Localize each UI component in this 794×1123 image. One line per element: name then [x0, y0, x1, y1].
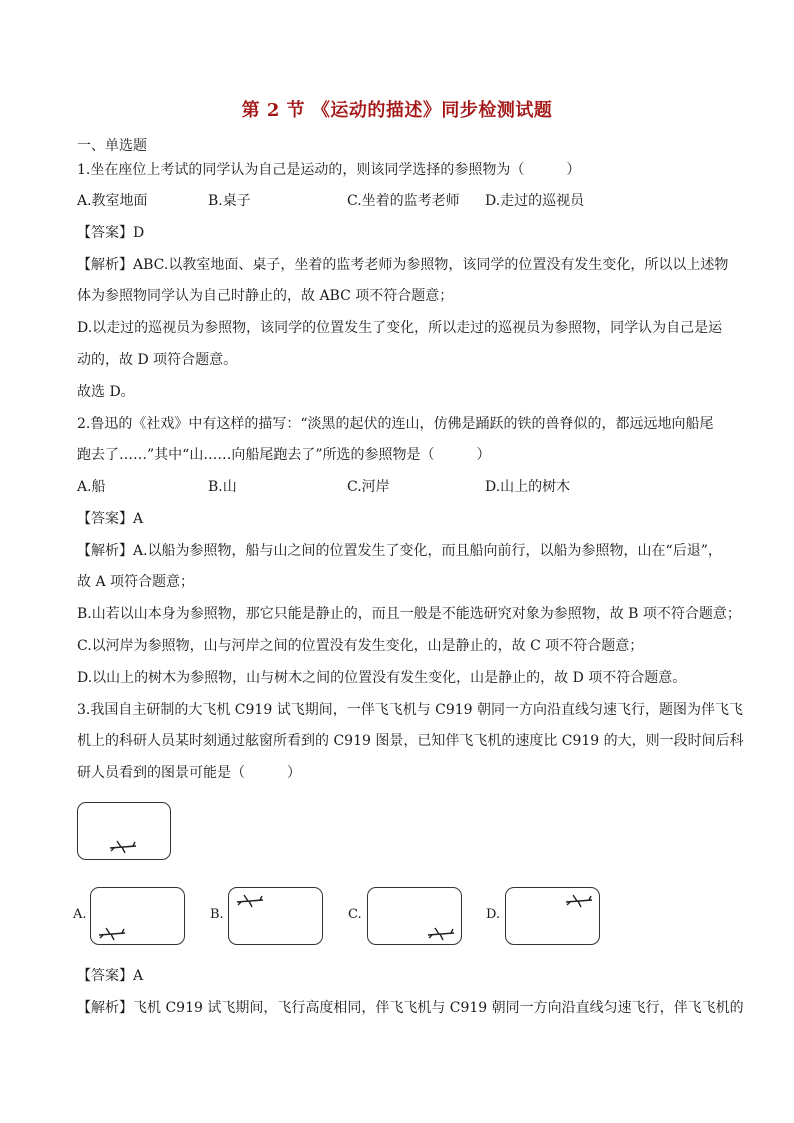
airplane-icon [426, 926, 456, 942]
q3-option-d-figure [505, 887, 600, 945]
porthole-reference-figure [77, 802, 171, 860]
q1-analysis-line: 动的，故 D 项符合题意。 [77, 352, 238, 368]
q1-option-a: A.教室地面 [77, 193, 148, 209]
airplane-icon [564, 893, 594, 909]
q2-option-d: D.山上的树木 [485, 479, 571, 495]
airplane-icon [235, 893, 265, 909]
q3-option-d-label: D. [486, 907, 501, 922]
q2-option-b: B.山 [208, 479, 237, 495]
q2-answer: 【答案】A [77, 511, 144, 527]
q2-option-a: A.船 [77, 479, 106, 495]
q3-option-a-figure [90, 887, 185, 945]
q3-option-b-figure [228, 887, 323, 945]
q2-analysis-line: B.山若以山本身为参照物，那它只能是静止的，而且一般是不能选研究对象为参照物，故 B 项不符合题意； [77, 606, 741, 622]
q3-option-c-label: C. [348, 907, 362, 922]
q3-stem-line: 3.我国自主研制的大飞机 C919 试飞期间，一伴飞飞机与 C919 朝同一方向沿直线匀速飞行，题图为伴飞飞 [77, 702, 744, 718]
q1-option-c: C.坐着的监考老师 [347, 193, 460, 209]
q2-analysis-line: 故 A 项符合题意； [77, 574, 195, 590]
q3-stem-line: 机上的科研人员某时刻通过舷窗所看到的 C919 图景，已知伴飞飞机的速度比 C919 的大，则一段时间后科 [77, 733, 744, 749]
q1-option-d: D.走过的巡视员 [485, 193, 585, 209]
q3-stem-line: 研人员看到的图景可能是（ ） [77, 765, 301, 781]
q1-stem: 1.坐在座位上考试的同学认为自己是运动的，则该同学选择的参照物为（ ） [77, 162, 581, 178]
q1-answer: 【答案】D [77, 225, 145, 241]
page-title: 第 2 节 《运动的描述》同步检测试题 [241, 100, 553, 121]
airplane-icon [97, 926, 127, 942]
q2-option-c: C.河岸 [347, 479, 390, 495]
q1-analysis-line: D.以走过的巡视员为参照物，该同学的位置发生了变化，所以走过的巡视员为参照物，同学认为自己是运 [77, 320, 723, 336]
airplane-icon [108, 839, 138, 855]
q1-analysis-line: 【解析】ABC.以教室地面、桌子，坐着的监考老师为参照物，该同学的位置没有发生变化，所以以上述物 [77, 257, 729, 273]
q2-stem-line: 2.鲁迅的《社戏》中有这样的描写：“淡黑的起伏的连山，仿佛是踊跃的铁的兽脊似的，都远远地向船尾 [77, 416, 714, 432]
q1-analysis-line: 故选 D。 [77, 384, 135, 400]
q2-analysis-line: 【解析】A.以船为参照物，船与山之间的位置发生了变化，而且船向前行，以船为参照物，山在“后退”， [77, 543, 722, 559]
q3-answer: 【答案】A [77, 968, 144, 984]
q3-option-c-figure [367, 887, 462, 945]
q3-option-b-label: B. [210, 907, 224, 922]
q1-analysis-line: 体为参照物同学认为自己时静止的，故 ABC 项不符合题意； [77, 288, 454, 304]
q3-analysis-line: 【解析】飞机 C919 试飞期间，飞行高度相同，伴飞飞机与 C919 朝同一方向沿直线匀速飞行，伴飞飞机的 [77, 1000, 744, 1016]
q3-option-a-label: A. [73, 907, 87, 922]
section-heading: 一、单选题 [77, 138, 147, 154]
q2-analysis-line: D.以山上的树木为参照物，山与树木之间的位置没有发生变化，山是静止的，故 D 项不符合题意。 [77, 670, 687, 686]
q1-option-b: B.桌子 [208, 193, 251, 209]
q2-analysis-line: C.以河岸为参照物，山与河岸之间的位置没有发生变化，山是静止的，故 C 项不符合题意； [77, 638, 644, 654]
q2-stem-line: 跑去了……”其中“山……向船尾跑去了”所选的参照物是（ ） [77, 447, 491, 463]
